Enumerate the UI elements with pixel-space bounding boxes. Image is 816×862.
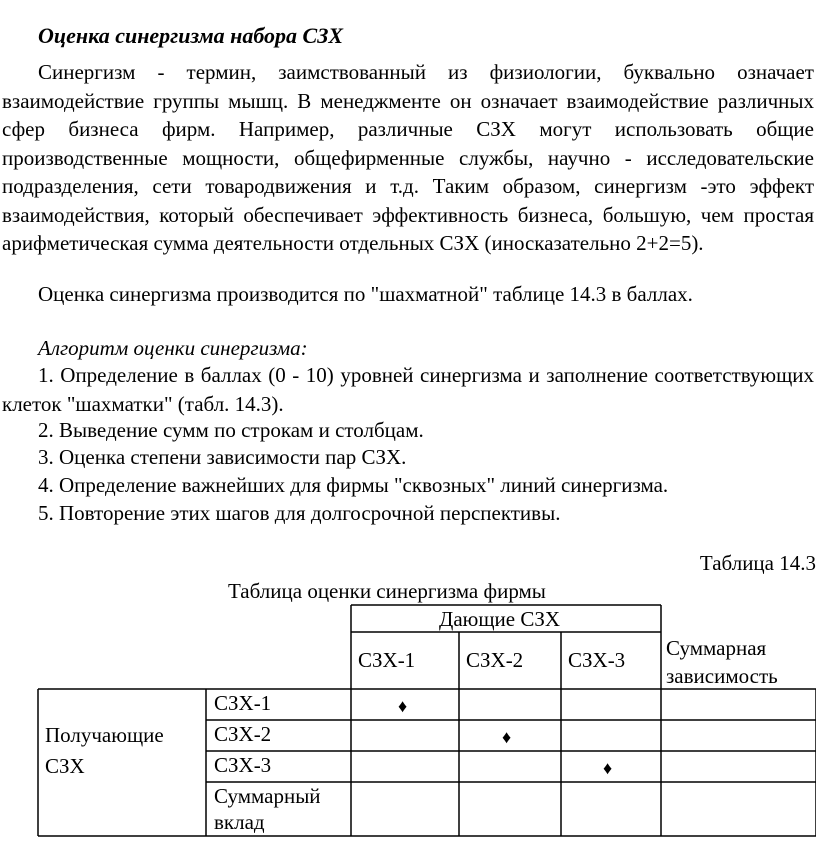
diagonal-marker-3-3: ♦ [603, 758, 613, 778]
row-label-szh-1: СЗХ-1 [214, 691, 272, 715]
receiving-szh-label-line2: СЗХ [45, 754, 85, 778]
total-contribution-label-line2: вклад [214, 810, 265, 834]
column-header-szh-2: СЗХ-2 [466, 648, 524, 672]
row-label-szh-3: СЗХ-3 [214, 753, 272, 777]
algorithm-heading: Алгоритм оценки синергизма: [38, 336, 308, 360]
giving-szh-header: Дающие СЗХ [439, 607, 561, 631]
row-label-szh-2: СЗХ-2 [214, 722, 272, 746]
total-dependence-header-line2: зависимость [666, 664, 778, 688]
total-dependence-header-line1: Суммарная [666, 636, 767, 660]
algorithm-step-3: 3. Оценка степени зависимости пар СЗХ. [38, 445, 407, 469]
column-header-szh-1: СЗХ-1 [358, 648, 416, 672]
receiving-szh-label-line1: Получающие [45, 723, 164, 747]
algorithm-step-1: 1. Определение в баллах (0 - 10) уровней синергизма и заполнение соответствующих клеток "шахматки" (табл. 14.3). [2, 363, 814, 416]
algorithm-step-5: 5. Повторение этих шагов для долгосрочной перспективы. [38, 501, 561, 525]
algorithm-step-2: 2. Выведение сумм по строкам и столбцам. [38, 418, 424, 442]
total-contribution-label-line1: Суммарный [214, 784, 321, 808]
table-caption: Таблица оценки синергизма фирмы [228, 579, 546, 603]
diagonal-marker-2-2: ♦ [502, 727, 512, 747]
synergy-definition-paragraph: Синергизм - термин, заимствованный из физиологии, буквально означает взаимодействие группы мышц. В менеджменте он означает взаимодействие различных сфер бизнеса фирм. Например, различные СЗХ могут использовать общие производственные мощности, общефирменные службы, научно - исследовательские подразделения, сети товародвижения и т.д. Таким образом, синергизм -это эффект взаимодействия, который обеспечивает эффективность бизнеса, большую, чем простая арифметическая сумма деятельности отдельных СЗХ (иносказательно 2+2=5). [2, 60, 814, 255]
assessment-method-paragraph: Оценка синергизма производится по "шахматной" таблице 14.3 в баллах. [38, 282, 693, 306]
diagonal-marker-1-1: ♦ [398, 696, 408, 716]
section-title: Оценка синергизма набора СЗХ [38, 23, 344, 48]
column-header-szh-3: СЗХ-3 [568, 648, 626, 672]
table-number: Таблица 14.3 [699, 551, 816, 575]
algorithm-step-4: 4. Определение важнейших для фирмы "сквозных" линий синергизма. [38, 473, 669, 497]
